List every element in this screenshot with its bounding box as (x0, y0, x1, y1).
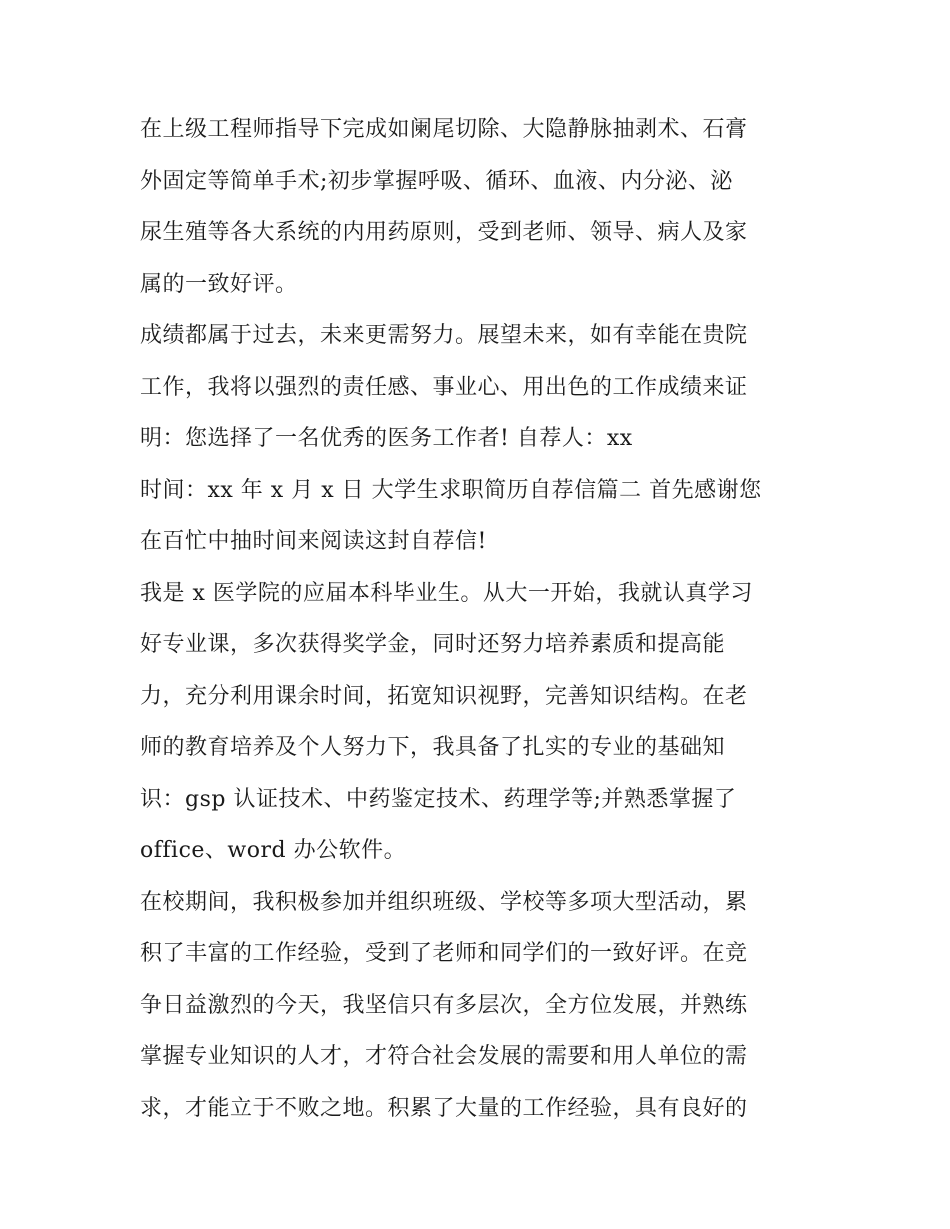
text-line: 明：您选择了一名优秀的医务工作者! 自荐人：xx (140, 426, 633, 451)
text-line: 在校期间，我积极参加并组织班级、学校等多项大型活动，累 (140, 889, 748, 915)
text-line: 在上级工程师指导下完成如阑尾切除、大隐静脉抽剥术、石膏 (140, 117, 748, 142)
text-line: office、word 办公软件。 (140, 838, 407, 863)
text-line: 争日益激烈的今天，我坚信只有多层次，全方位发展，并熟练 (140, 992, 748, 1018)
text-line: 属的一致好评。 (140, 271, 298, 297)
text-line: 师的教育培养及个人努力下，我具备了扎实的专业的基础知 (140, 735, 726, 760)
text-line: 外固定等简单手术;初步掌握呼吸、循环、血液、内分泌、泌 (140, 168, 733, 194)
text-line: 工作，我将以强烈的责任感、事业心、用出色的工作成绩来证 (140, 374, 748, 400)
text-line: 成绩都属于过去，未来更需努力。展望未来，如有幸能在贵院 (140, 323, 748, 348)
text-line: 积了丰富的工作经验，受到了老师和同学们的一致好评。在竞 (140, 941, 748, 966)
text-line: 力，充分利用课余时间，拓宽知识视野，完善知识结构。在老 (140, 683, 748, 709)
text-line: 掌握专业知识的人才，才符合社会发展的需要和用人单位的需 (140, 1044, 748, 1069)
text-line: 好专业课，多次获得奖学金，同时还努力培养素质和提高能 (140, 632, 726, 657)
text-line: 时间：xx 年 x 月 x 日 大学生求职简历自荐信篇二 首先感谢您 (140, 477, 762, 503)
text-line: 在百忙中抽时间来阅读这封自荐信! (140, 529, 487, 554)
text-line: 尿生殖等各大系统的内用药原则，受到老师、领导、病人及家 (140, 220, 748, 245)
text-line: 我是 x 医学院的应届本科毕业生。从大一开始，我就认真学习 (140, 580, 753, 606)
text-line: 求，才能立于不败之地。积累了大量的工作经验，具有良好的 (140, 1095, 748, 1121)
text-line: 识：gsp 认证技术、中药鉴定技术、药理学等;并熟悉掌握了 (140, 786, 737, 812)
document-body (140, 104, 820, 1134)
